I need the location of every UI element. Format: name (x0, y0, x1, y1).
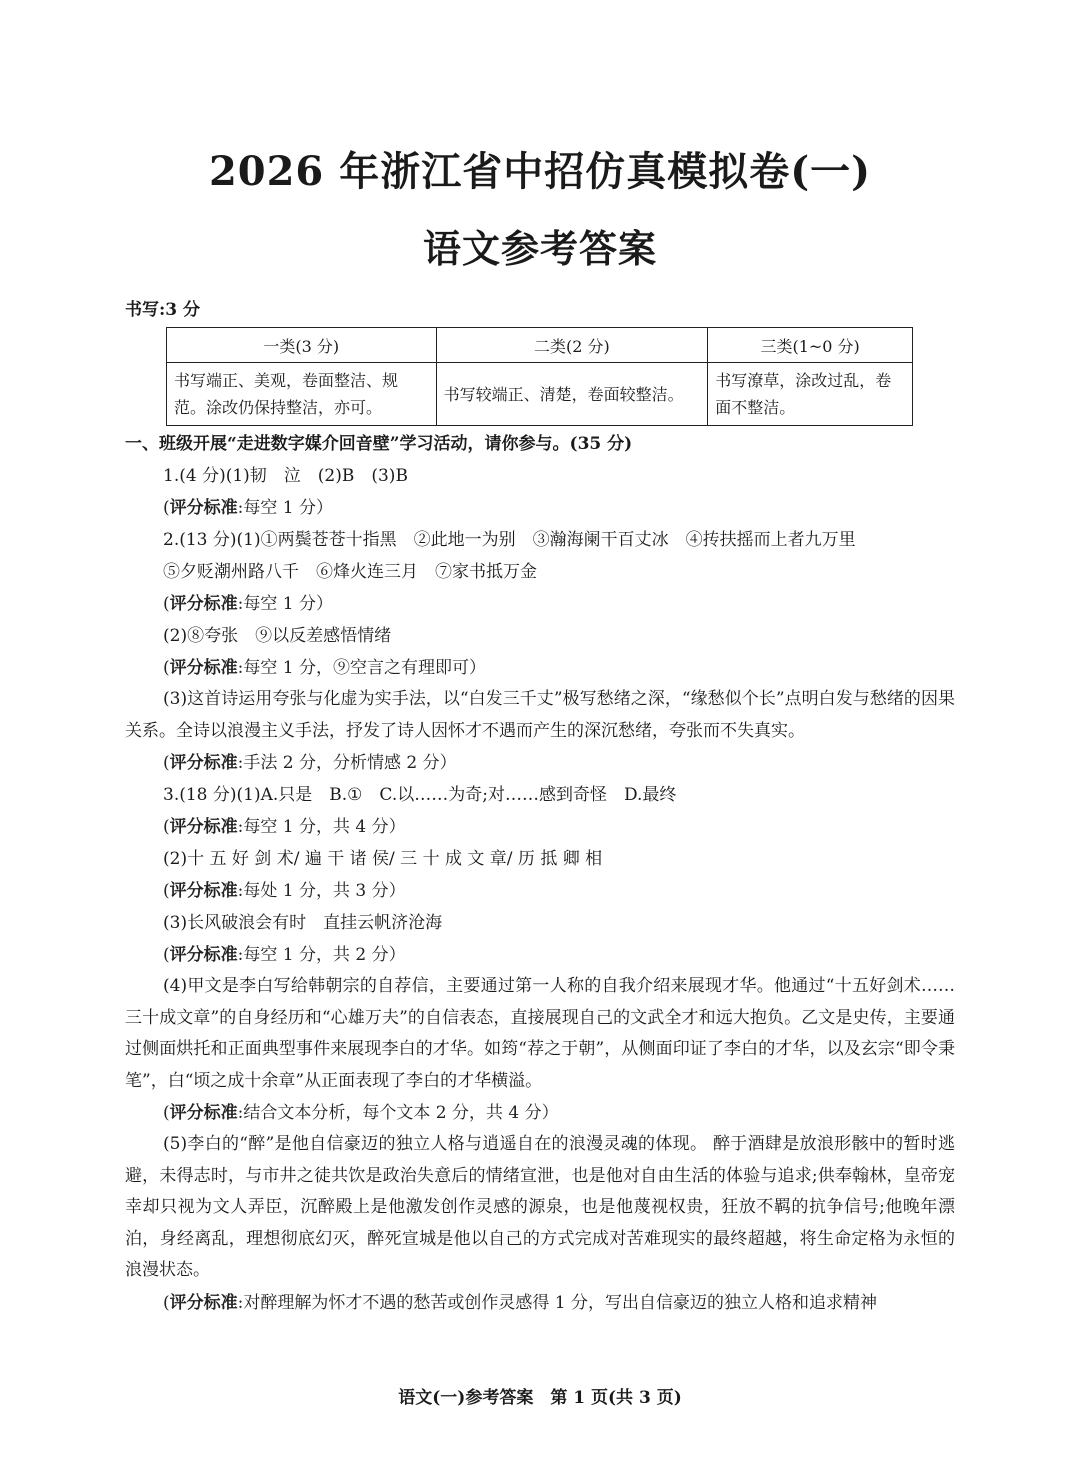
answer-q2-1: 2.(13 分)(1)①两鬓苍苍十指黑 ②此地一为别 ③瀚海阑干百丈冰 ④抟扶摇而上者九万里 (163, 530, 856, 550)
table-row (167, 363, 913, 426)
scoring-standard: (评分标准:每空 1 分） (163, 594, 333, 614)
answer-q1: 1.(4 分)(1)韧 泣 (2)B (3)B (163, 466, 408, 486)
exam-subtitle: 语文参考答案 (422, 226, 657, 271)
scoring-standard: (评分标准:手法 2 分，分析情感 2 分） (163, 753, 457, 773)
scoring-standard: (评分标准:每空 1 分，⑨空言之有理即可） (163, 658, 486, 678)
writing-grade-table (166, 327, 913, 426)
page-footer: 语文(一)参考答案 第 1 页(共 3 页) (398, 1388, 682, 1408)
answer-q3-3: (3)长风破浪会有时 直挂云帆济沧海 (163, 913, 443, 933)
answer-q3-5: (5)李白的“醉”是他自信豪迈的独立人格与逍遥自在的浪漫灵魂的体现。 醉于酒肆是放浪形骸中的暂时逃避，未得志时，与市井之徒共饮是政治失意后的情绪宣泄，也是他对自由生活的体验与追求;供奉翰林，皇帝宠幸却只视为文人弄臣，沉醉殿上是他激发创作灵感的源泉，也是他蔑视权贵，狂放不羁的抗争信号;他晚年漂泊，身经离乱，理想彻底幻灭，醉死宣城是他以自己的方式完成对苦难现实的最终超越，将生命定格为永恒的浪漫状态。 (125, 1134, 955, 1280)
table-cell: 书写端正、美观，卷面整洁、规范。涂改仍保持整洁，亦可。 (167, 363, 437, 426)
scoring-standard: (评分标准:每空 1 分，共 4 分） (163, 817, 406, 837)
section-heading: 一、班级开展“走进数字媒介回音壁”学习活动，请你参与。(35 分) (125, 434, 633, 454)
answer-q2-2: (2)⑧夸张 ⑨以反差感悟情绪 (163, 626, 392, 646)
scoring-standard: (评分标准:每空 1 分，共 2 分） (163, 945, 406, 965)
answer-q2-3: (3)这首诗运用夸张与化虚为实手法，以“白发三千丈”极写愁绪之深，“缘愁似个长”点明白发与愁绪的因果关系。全诗以浪漫主义手法，抒发了诗人因怀才不遇而产生的深沉愁绪，夸张而不失真实。 (125, 689, 955, 741)
scoring-label: 评分标准 (169, 498, 238, 518)
answer-q3-4: (4)甲文是李白写给韩朝宗的自荐信，主要通过第一人称的自我介绍来展现才华。他通过“十五好剑术……三十成文章”的自身经历和“心雄万夫”的自信表态，直接展现自己的文武全才和远大抱负。乙文是史传，主要通过侧面烘托和正面典型事件来展现李白的才华。如筠“荐之于朝”，从侧面印证了李白的才华，以及玄宗“即令秉笔”，白“顷之成十余章”从正面表现了李白的才华横溢。 (125, 976, 955, 1091)
answer-content (125, 428, 955, 1319)
table-header-cell: 三类(1~0 分) (708, 328, 913, 363)
scoring-standard: (评分标准:每空 1 分） (163, 498, 333, 518)
scoring-standard: (评分标准:对醉理解为怀才不遇的愁苦或创作灵感得 1 分，写出自信豪迈的独立人格和追求精神 (163, 1292, 877, 1313)
exam-title: 2026 年浙江省中招仿真模拟卷(一) (208, 148, 872, 195)
answer-q3-1: 3.(18 分)(1)A.只是 B.① C.以……为奇;对……感到奇怪 D.最终 (163, 785, 677, 805)
scoring-standard: (评分标准:每处 1 分，共 3 分） (163, 881, 406, 901)
scoring-standard: (评分标准:结合文本分析，每个文本 2 分，共 4 分） (163, 1103, 559, 1123)
table-cell: 书写潦草，涂改过乱，卷面不整洁。 (708, 363, 913, 426)
writing-score-label: 书写:3 分 (125, 300, 201, 320)
table-cell: 书写较端正、清楚，卷面较整洁。 (436, 363, 708, 426)
table-header-cell: 二类(2 分) (436, 328, 708, 363)
answer-q2-1-cont: ⑤夕贬潮州路八千 ⑥烽火连三月 ⑦家书抵万金 (163, 562, 537, 582)
answer-q3-2: (2)十 五 好 剑 术/ 遍 干 诸 侯/ 三 十 成 文 章/ 历 抵 卿 相 (163, 849, 603, 869)
table-header-row (167, 328, 913, 363)
table-header-cell: 一类(3 分) (167, 328, 437, 363)
